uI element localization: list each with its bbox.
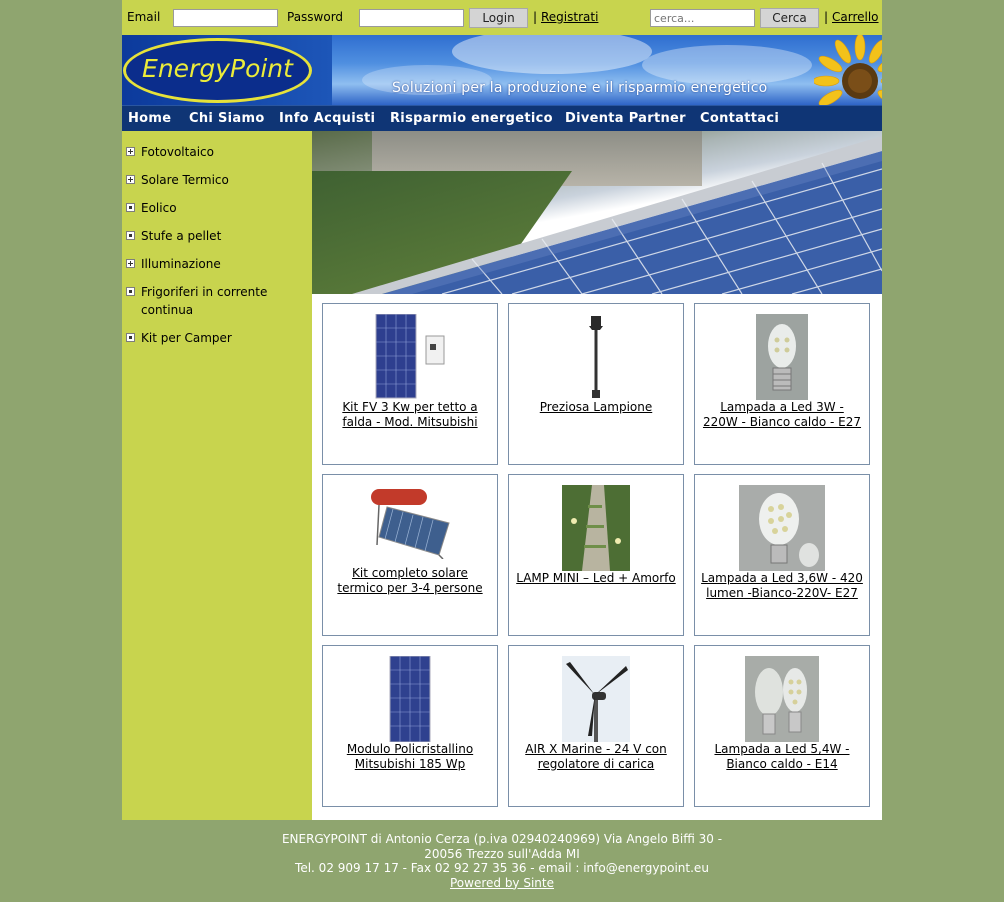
nav-info-acquisti[interactable]: Info Acquisti [279,111,376,126]
dot-box-icon [126,333,135,342]
solar-kit-image [374,314,446,400]
footer [122,832,882,890]
product-title-link[interactable]: Lampada a Led 3,6W - 420 lumen -Bianco-220V- E27 [701,571,863,600]
nav-home[interactable]: Home [128,111,172,126]
sidebar-item-label: Stufe a pellet [141,229,222,243]
product-title-link[interactable]: Preziosa Lampione [539,400,653,414]
led-bulb-image [745,656,819,742]
sidebar-item-kit-per-camper[interactable] [126,329,306,347]
product-card[interactable] [508,303,684,465]
sidebar-item-solare-termico[interactable] [126,171,306,189]
product-card[interactable] [694,474,870,636]
dot-box-icon [126,287,135,296]
logo-text: EnergyPoint [142,54,293,83]
hero-solar-image [312,131,882,294]
product-card[interactable] [694,645,870,807]
product-title-link[interactable]: LAMP MINI – Led + Amorfo [516,571,676,585]
footer-address-line: 20056 Trezzo sull'Adda MI [424,846,580,861]
sunflower-icon [814,35,882,105]
product-title-link[interactable]: Kit FV 3 Kw per tetto a falda - Mod. Mitsubishi [342,400,478,429]
product-card[interactable] [508,474,684,636]
solar-panel-image [389,656,431,742]
nav-diventa-partner[interactable]: Diventa Partner [565,111,686,126]
search-input[interactable] [650,9,755,27]
sidebar-item-fotovoltaico[interactable] [126,143,306,161]
sidebar-item-eolico[interactable] [126,199,306,217]
sidebar-item-label: Illuminazione [141,257,221,271]
search-button[interactable]: Cerca [760,8,819,28]
plus-box-icon [126,175,135,184]
separator: | [533,10,538,24]
product-card[interactable] [322,645,498,807]
product-title-link[interactable]: AIR X Marine - 24 V con regolatore di carica [525,742,667,771]
sidebar-item-label: Kit per Camper [141,331,232,345]
sidebar-item-frigoriferi[interactable] [126,283,306,319]
street-lamp-image [586,314,606,400]
email-label: Email [127,10,161,24]
password-input[interactable] [359,9,464,27]
sidebar-item-label: Eolico [141,201,177,215]
login-bar [122,0,882,35]
product-title-link[interactable]: Kit completo solare termico per 3-4 persone [337,566,483,595]
category-sidebar [122,131,312,820]
product-card[interactable] [322,303,498,465]
nav-risparmio-energetico[interactable]: Risparmio energetico [390,111,553,126]
product-card[interactable] [322,474,498,636]
login-button[interactable]: Login [469,8,528,28]
site-logo[interactable] [123,38,312,103]
product-title-link[interactable]: Lampada a Led 5,4W - Bianco caldo - E14 [714,742,850,771]
sidebar-item-illuminazione[interactable] [126,255,306,273]
header-banner [122,35,882,105]
main-area [122,131,882,820]
cart-link[interactable]: Carrello [832,10,879,24]
sidebar-item-label: Frigoriferi in corrente continua [141,285,268,317]
content-area [312,131,882,820]
sidebar-item-label: Fotovoltaico [141,145,214,159]
dot-box-icon [126,203,135,212]
solar-thermal-image [367,485,453,559]
register-link[interactable]: Registrati [541,10,599,24]
product-card[interactable] [694,303,870,465]
garden-lamp-image [562,485,630,571]
sidebar-item-label: Solare Termico [141,173,229,187]
product-title-link[interactable]: Modulo Policristallino Mitsubishi 185 Wp [346,742,474,771]
tagline: Soluzioni per la produzione e il risparmio energetico [392,80,768,96]
product-title-link[interactable]: Lampada a Led 3W - 220W - Bianco caldo - E27 [702,400,862,429]
password-label: Password [287,10,344,24]
plus-box-icon [126,147,135,156]
wind-turbine-image [562,656,630,742]
nav-contattaci[interactable]: Contattaci [700,111,780,126]
dot-box-icon [126,231,135,240]
product-card[interactable] [508,645,684,807]
powered-by-link[interactable]: Powered by Sinte [449,875,554,890]
separator: | [824,10,829,24]
email-input[interactable] [173,9,278,27]
nav-chi-siamo[interactable]: Chi Siamo [189,111,265,126]
page-wrapper [122,0,882,820]
led-bulb-image [739,485,825,571]
sidebar-item-stufe-a-pellet[interactable] [126,227,306,245]
footer-company-line: ENERGYPOINT di Antonio Cerza (p.iva 02940240969) Via Angelo Biffi 30 - [281,832,723,846]
plus-box-icon [126,259,135,268]
footer-contact-line: Tel. 02 909 17 17 - Fax 02 92 27 35 36 - email : info@energypoint.eu [295,861,709,875]
main-nav [122,105,882,131]
led-bulb-image [756,314,808,400]
